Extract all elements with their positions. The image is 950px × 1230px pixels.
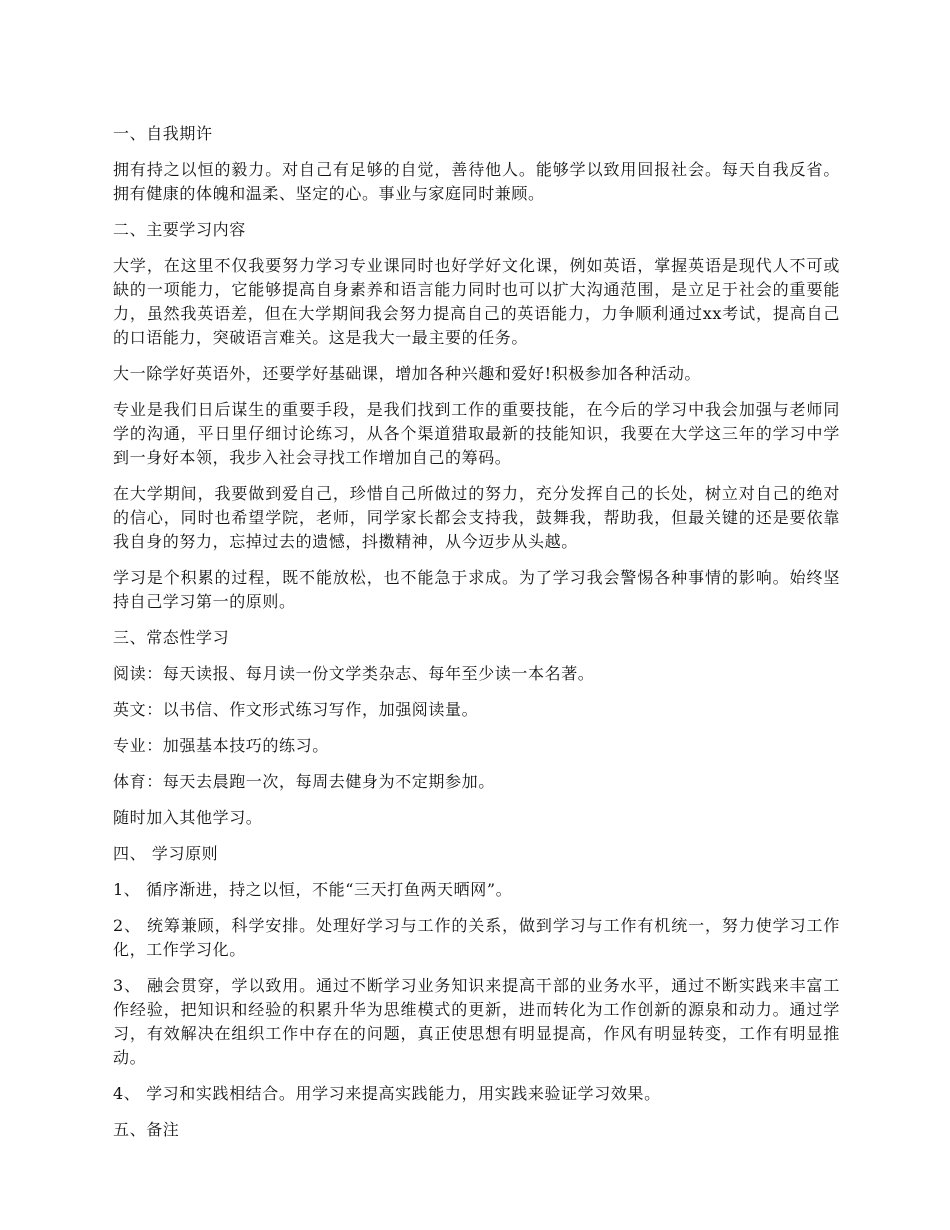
list-item: 2、 统筹兼顾，科学安排。处理好学习与工作的关系，做到学习与工作有机统一，努力使学习工作化，工作学习化。 [113,916,840,959]
paragraph: 大学，在这里不仅我要努力学习专业课同时也好学好文化课，例如英语，掌握英语是现代人不可或缺的一项能力，它能够提高自身素养和语言能力同时也可以扩大沟通范围，是立足于社会的重要能力，虽然我英语差，但在大学期间我会努力提高自己的英语能力，力争顺利通过xx考试，提高自己的口语能力，突破语言难关。这是我大一最主要的任务。 [113,256,840,347]
list-item: 4、 学习和实践相结合。用学习来提高实践能力，用实践来验证学习效果。 [113,1084,661,1103]
paragraph: 阅读：每天读报、每月读一份文学类杂志、每年至少读一本名著。 [113,664,595,683]
paragraph: 大一除学好英语外，还要学好基础课，增加各种兴趣和爱好!积极参加各种活动。 [113,364,702,383]
paragraph: 专业是我们日后谋生的重要手段，是我们找到工作的重要技能，在今后的学习中我会加强与老师同学的沟通，平日里仔细讨论练习，从各个渠道猎取最新的技能知识，我要在大学这三年的学习中学到一身好本领，我步入社会寻找工作增加自己的筹码。 [113,400,840,467]
section-heading-study-principles: 四、 学习原则 [113,844,219,863]
section-heading-main-study: 二、主要学习内容 [113,220,246,239]
list-item: 1、 循序渐进，持之以恒，不能“三天打鱼两天晒网”。 [113,880,513,899]
paragraph: 学习是个积累的过程，既不能放松，也不能急于求成。为了学习我会警惕各种事情的影响。始终坚持自己学习第一的原则。 [113,568,840,611]
list-item: 3、 融会贯穿，学以致用。通过不断学习业务知识来提高干部的业务水平，通过不断实践来丰富工作经验，把知识和经验的积累升华为思维模式的更新，进而转化为工作创新的源泉和动力。通过学习，有效解决在组织工作中存在的问题，真正使思想有明显提高，作风有明显转变，工作有明显推动。 [113,976,840,1067]
paragraph: 拥有持之以恒的毅力。对自己有足够的自觉，善待他人。能够学以致用回报社会。每天自我反省。拥有健康的体魄和温柔、坚定的心。事业与家庭同时兼顾。 [113,160,840,203]
section-heading-notes: 五、备注 [113,1120,180,1139]
paragraph: 英文：以书信、作文形式练习写作，加强阅读量。 [113,700,479,719]
document-page [113,122,840,1154]
paragraph: 在大学期间，我要做到爱自己，珍惜自己所做过的努力，充分发挥自己的长处，树立对自己的绝对的信心，同时也希望学院，老师，同学家长都会支持我，鼓舞我，帮助我，但最关键的还是要依靠我自身的努力，忘掉过去的遗憾，抖擞精神，从今迈步从头越。 [113,484,840,551]
section-heading-regular-study: 三、常态性学习 [113,628,230,647]
section-heading-self-expectation: 一、自我期许 [113,124,213,143]
paragraph: 随时加入其他学习。 [113,808,263,827]
paragraph: 专业：加强基本技巧的练习。 [113,736,329,755]
paragraph: 体育：每天去晨跑一次，每周去健身为不定期参加。 [113,772,495,791]
